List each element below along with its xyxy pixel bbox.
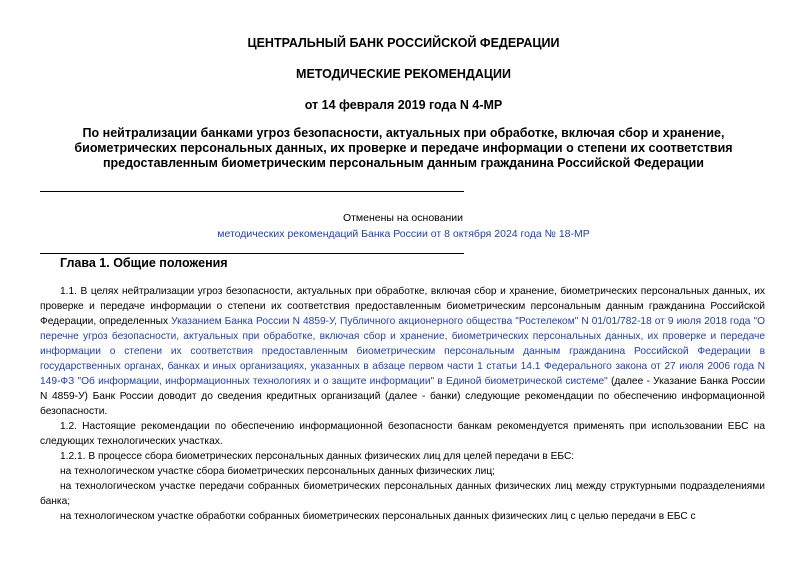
document-body	[40, 284, 765, 524]
paragraph-text: (далее - Указание Банка России N 4859-У) Банк России доводит до сведения кредитных организаций (далее - банки) следующие рекомендации по обеспечению информационной безопасности.	[40, 376, 766, 417]
paragraph-1-2-1: 1.2.1. В процессе сбора биометрических персональных данных физических лиц для целей передачи в ЕБС:	[60, 451, 575, 462]
reference-link-4859-u[interactable]: Указанием Банка России N 4859-У, Публичного акционерного общества "Ростелеком" N 01/01/782-18 от 9 июля 2018 года "О перечне угроз безопасности, актуальных при обработке, включая сбор и хранение, биометрических персональных данных, их проверке и передаче информации о степени их соответствия предоставленным биометрическим персональным данным гражданина Российской Федерации в государственных органах, банках и иных организациях, указанных в абзаце первом части 1 статьи 14.1 Федерального закона от 27 июля 2006 года N 149-ФЗ "Об информации, информационных технологиях и о защите информации" в Единой биометрической системе"	[40, 316, 765, 387]
chapter-heading: Глава 1. Общие положения	[60, 256, 228, 270]
issuer-name: ЦЕНТРАЛЬНЫЙ БАНК РОССИЙСКОЙ ФЕДЕРАЦИИ	[247, 36, 560, 50]
paragraph-1-2: 1.2. Настоящие рекомендации по обеспечению информационной безопасности банкам рекомендуется применять при использовании ЕБС на следующих технологических участках.	[40, 421, 765, 447]
document-date: от 14 февраля 2019 года N 4-МР	[304, 98, 503, 112]
list-item: на технологическом участке сбора биометрических персональных данных физических лиц;	[60, 466, 496, 477]
cancellation-link[interactable]: методических рекомендаций Банка России от 8 октября 2024 года № 18-МР	[217, 228, 590, 240]
cancellation-note: Отменены на основании	[342, 212, 463, 224]
paragraph-text: 1.1. В целях нейтрализации угроз безопасности, актуальных при обработке, включая сбор и хранение, биометрических персональных данных, их проверке и передаче информации о степени их соответствия предоставленным биометрическим персональным данным гражданина Российской Федерации, определенных	[40, 286, 765, 327]
divider-bottom	[40, 253, 464, 254]
document-title: По нейтрализации банками угроз безопасности, актуальных при обработке, включая сбор и хранение, биометрических персональных данных, их проверке и передаче информации о степени их соответствия предоставленным биометрическим персональным данным гражданина Российской Федерации	[74, 126, 733, 170]
divider-top	[40, 191, 464, 192]
list-item: на технологическом участке передачи собранных биометрических персональных данных физических лиц между структурными подразделениями банка;	[40, 481, 765, 507]
list-item: на технологическом участке обработки собранных биометрических персональных данных физических лиц с целью передачи в ЕБС с	[60, 511, 696, 522]
paragraph-1-1	[40, 284, 765, 419]
document-type: МЕТОДИЧЕСКИЕ РЕКОМЕНДАЦИИ	[296, 67, 511, 81]
